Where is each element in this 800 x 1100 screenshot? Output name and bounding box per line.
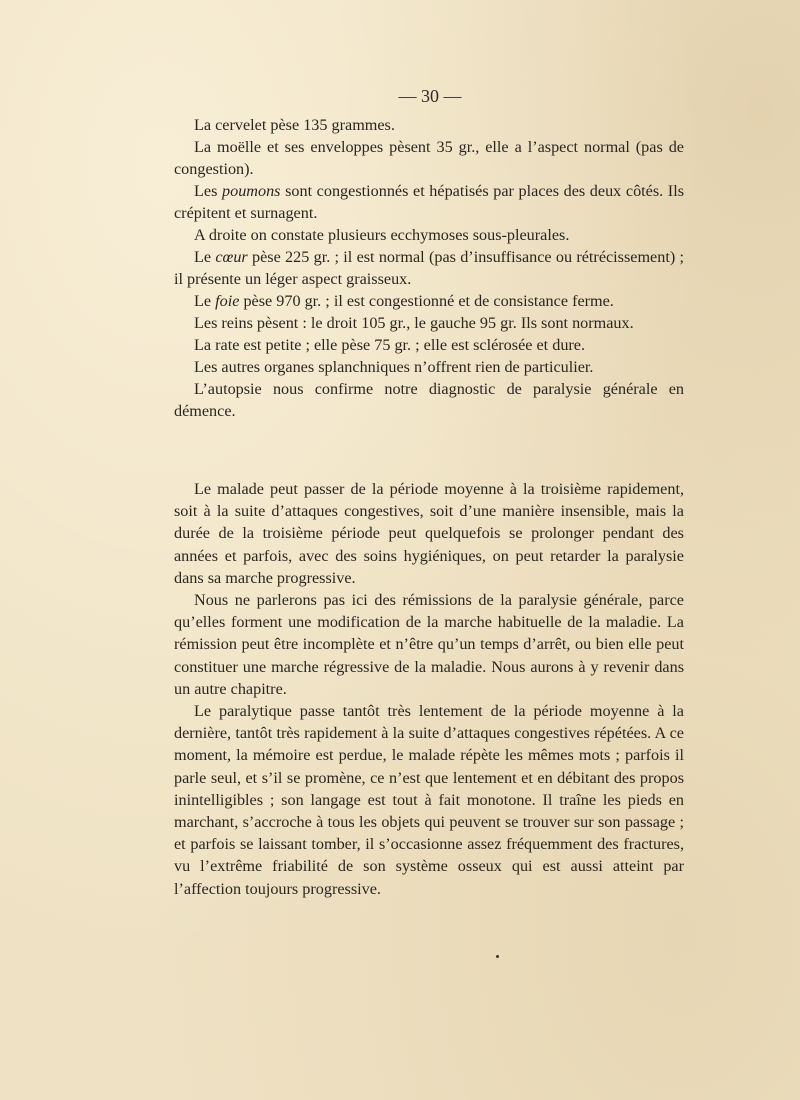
paragraph: La moëlle et ses enveloppes pèsent 35 gr., elle a l’aspect normal (pas de congestion). (174, 138, 684, 178)
paragraph: La cervelet pèse 135 grammes. (194, 116, 395, 134)
page-number: — 30 — (398, 86, 462, 106)
paragraph: Le malade peut passer de la période moyenne à la troisième rapidement, soit à la suite d’attaques congestives, soit d’une manière insensible, mais la durée de la troisième période peut quelquefois se prolonger pendant des années et parfois, avec des soins hygiéniques, on peut retarder la paralysie dans sa marche progressive. (174, 480, 684, 587)
discussion-section (174, 478, 684, 900)
text-run: pèse 970 gr. ; il est congestionné et de consistance ferme. (239, 292, 614, 310)
text-run: sont congestionnés et hépatisés par places des deux côtés. Ils crépitent et surnagent. (174, 182, 684, 222)
paragraph: A droite on constate plusieurs ecchymoses sous-pleurales. (194, 226, 570, 244)
italic-term: poumons (222, 182, 281, 200)
text-run: Le (194, 292, 216, 310)
paragraph: L’autopsie nous confirme notre diagnostic de paralysie générale en démence. (174, 380, 684, 420)
paragraph (174, 290, 684, 312)
italic-term: foie (215, 292, 240, 310)
paragraph: Les autres organes splanchniques n’offrent rien de particulier. (194, 358, 594, 376)
italic-term: cœur (215, 248, 248, 266)
text-run: Le (194, 248, 216, 266)
text-run: Les (194, 182, 222, 200)
paragraph: La rate est petite ; elle pèse 75 gr. ; elle est sclérosée et dure. (194, 336, 586, 354)
autopsy-section (174, 114, 684, 422)
paragraph: Le paralytique passe tantôt très lentement de la période moyenne à la dernière, tantôt très rapidement à la suite d’attaques congestives répétées. A ce moment, la mémoire est perdue, le malade répète les mêmes mots ; parfois il parle seul, et s’il se promène, ce n’est que lentement et en débitant des propos inintelligibles ; son langage est tout à fait monotone. Il traîne les pieds en marchant, s’accroche à tous les objets qui peuvent se trouver sur son passage ; et parfois se laissant tomber, il s’occasionne assez fréquemment des fractures, vu l’extrême friabilité de son système osseux qui est aussi atteint par l’affection toujours progressive. (174, 702, 684, 898)
paragraph (174, 246, 684, 290)
paragraph: Les reins pèsent : le droit 105 gr., le gauche 95 gr. Ils sont normaux. (194, 314, 634, 332)
ink-speck (496, 955, 499, 958)
paragraph (174, 180, 684, 224)
text-run: pèse 225 gr. ; il est normal (pas d’insuffisance ou rétrécissement) ; il présente un léger aspect graisseux. (174, 248, 685, 288)
paragraph: Nous ne parlerons pas ici des rémissions de la paralysie générale, parce qu’elles forment une modification de la marche habituelle de la maladie. La rémission peut être incomplète et n’être qu’un temps d’arrêt, ou bien elle peut constituer une marche régressive de la maladie. Nous aurons à y revenir dans un autre chapitre. (174, 591, 684, 698)
